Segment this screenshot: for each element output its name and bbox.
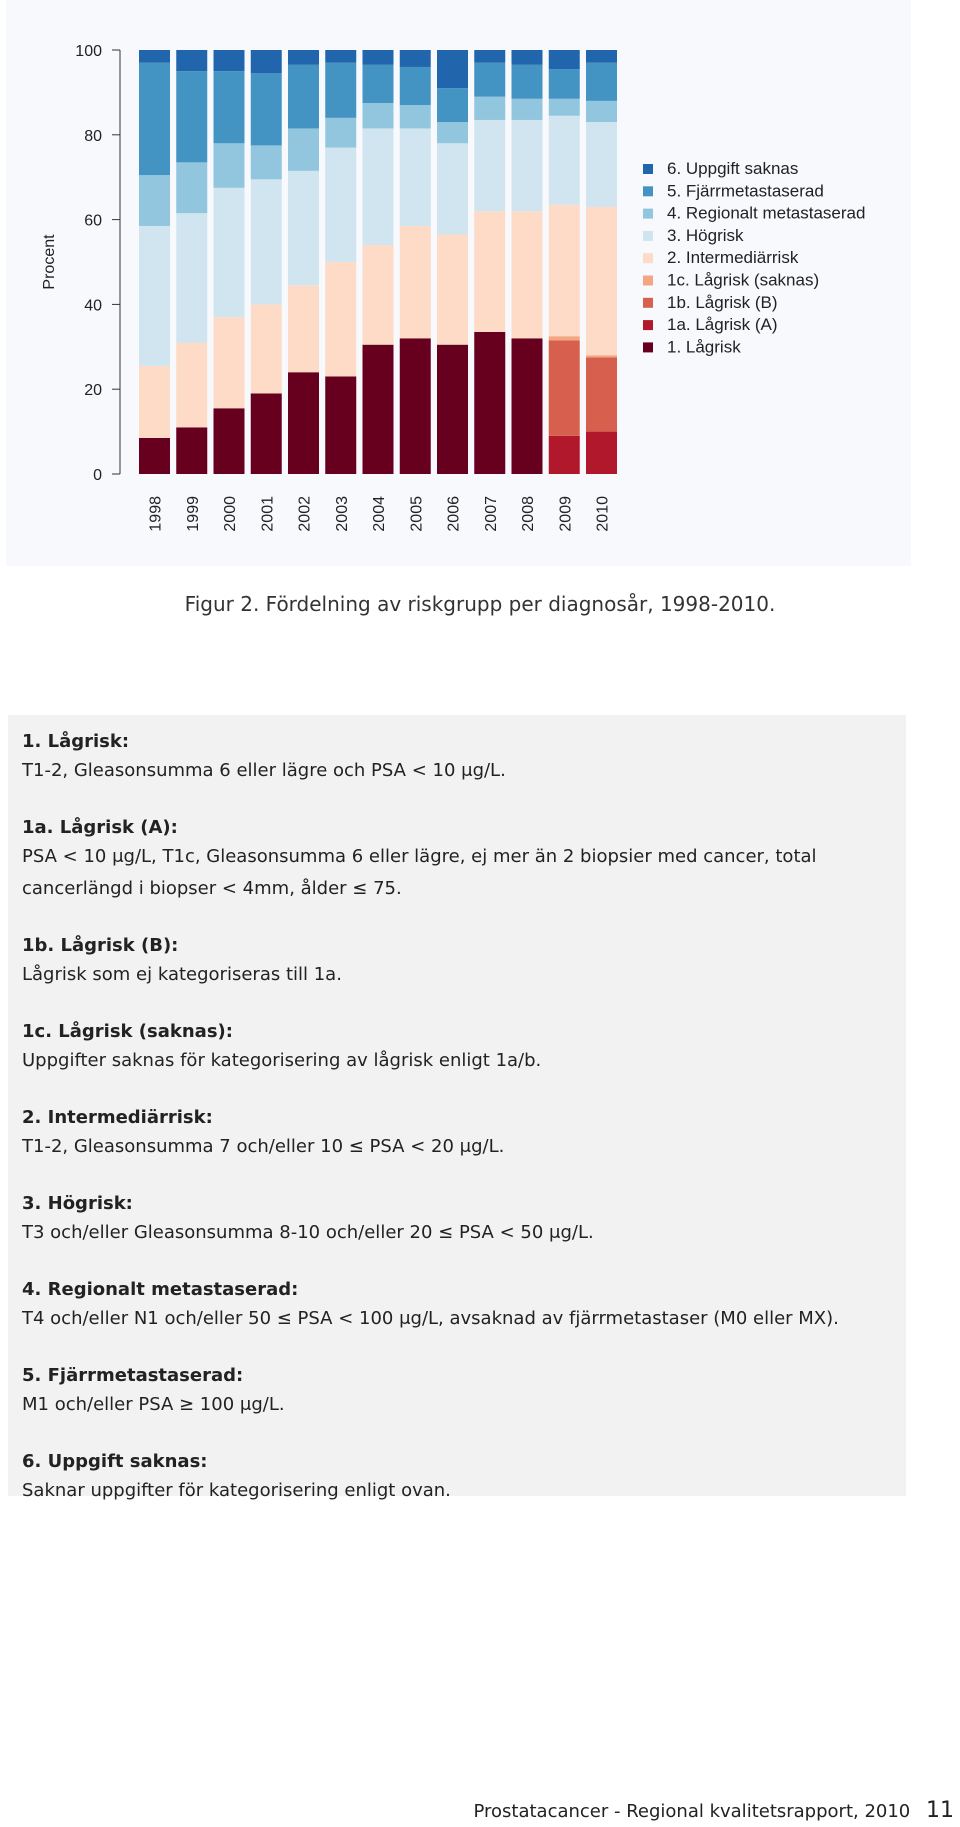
bar-segment	[437, 234, 468, 344]
definition-item	[22, 1449, 892, 1509]
bar-segment	[512, 338, 543, 474]
bar-segment	[363, 50, 394, 65]
x-tick-label: 2008	[520, 496, 537, 532]
definition-text: T1-2, Gleasonsumma 7 och/eller 10 ≤ PSA < 20 μg/L.	[22, 1136, 505, 1157]
x-tick-label: 2009	[557, 496, 575, 532]
bar-segment	[586, 50, 617, 63]
legend-swatch	[643, 231, 653, 241]
chart-panel	[6, 0, 911, 566]
x-tick-label: 2003	[333, 496, 351, 532]
legend-label: 6. Uppgift saknas	[667, 159, 799, 178]
bar-segment	[288, 65, 319, 129]
x-tick-label: 1999	[184, 496, 202, 532]
definition-title: 1. Lågrisk:	[22, 731, 130, 752]
legend-label: 1c. Lågrisk (saknas)	[667, 270, 820, 290]
bar-segment	[176, 427, 207, 474]
legend-swatch	[643, 320, 653, 330]
legend-label: 5. Fjärrmetastaserad	[667, 181, 824, 201]
bar-segment	[474, 211, 505, 332]
bar-segment	[176, 50, 207, 71]
bar-segment	[437, 122, 468, 143]
bar-segment	[363, 245, 394, 345]
bar-segment	[363, 65, 394, 103]
bar-segment	[586, 432, 617, 474]
y-tick-label: 80	[84, 127, 102, 145]
stacked-bar-chart	[6, 0, 911, 566]
bar-segment	[400, 338, 431, 474]
definition-title: 2. Intermediärrisk:	[22, 1107, 213, 1128]
definition-title: 1a. Lågrisk (A):	[22, 817, 178, 838]
bar-segment	[586, 101, 617, 122]
definition-text: T3 och/eller Gleasonsumma 8-10 och/eller 20 ≤ PSA < 50 μg/L.	[22, 1222, 594, 1243]
x-tick-label: 2001	[259, 496, 277, 532]
bar-segment	[251, 50, 282, 73]
legend-label: 1. Lågrisk	[667, 337, 741, 357]
bar-segment	[400, 226, 431, 338]
legend-swatch	[643, 276, 653, 286]
bar-segment	[549, 99, 580, 116]
bar-segment	[437, 345, 468, 474]
x-tick-label: 1998	[147, 496, 165, 532]
bar-segment	[251, 304, 282, 393]
bar-segment	[549, 205, 580, 336]
bar-segment	[139, 366, 170, 438]
definition-text: Lågrisk som ej kategoriseras till 1a.	[22, 964, 342, 985]
bar-segment	[214, 317, 245, 408]
definition-title: 5. Fjärrmetastaserad:	[22, 1365, 244, 1386]
bar-segment	[251, 393, 282, 474]
bar-segment	[139, 63, 170, 175]
definitions-box	[8, 715, 906, 1501]
bar-segment	[214, 143, 245, 188]
bar-segment	[400, 50, 431, 67]
definition-text: T1-2, Gleasonsumma 6 eller lägre och PSA < 10 μg/L.	[22, 760, 506, 781]
page-number: 11	[926, 1798, 954, 1823]
bar-segment	[251, 179, 282, 304]
definition-item	[22, 729, 892, 815]
legend-swatch	[643, 298, 653, 308]
definition-text: T4 och/eller N1 och/eller 50 ≤ PSA < 100 μg/L, avsaknad av fjärrmetastaser (M0 eller MX).	[22, 1308, 839, 1329]
bar-segment	[288, 50, 319, 65]
bar-segment	[474, 50, 505, 63]
bar-segment	[400, 105, 431, 128]
bar-segment	[512, 120, 543, 211]
bar-segment	[586, 122, 617, 207]
bar-segment	[549, 336, 580, 340]
bar-segment	[325, 148, 356, 262]
legend-label: 1b. Lågrisk (B)	[667, 292, 778, 312]
legend-label: 3. Högrisk	[667, 225, 744, 245]
x-tick-label: 2010	[594, 496, 612, 532]
legend-label: 2. Intermediärrisk	[667, 248, 799, 268]
definition-text: Saknar uppgifter för kategorisering enligt ovan.	[22, 1480, 451, 1501]
y-tick-label: 100	[75, 43, 102, 60]
bar-segment	[214, 188, 245, 317]
legend-swatch	[643, 253, 653, 263]
bar-segment	[363, 128, 394, 245]
bar-segment	[139, 50, 170, 63]
bar-segment	[214, 71, 245, 143]
bar-segment	[325, 63, 356, 118]
y-axis-label: Procent	[41, 234, 58, 290]
bar-segment	[586, 63, 617, 101]
definition-title: 1c. Lågrisk (saknas):	[22, 1021, 233, 1042]
x-tick-label: 2006	[445, 496, 463, 532]
bar-segment	[512, 211, 543, 338]
bar-segment	[549, 436, 580, 474]
bar-segment	[288, 372, 319, 474]
definition-text: PSA < 10 μg/L, T1c, Gleasonsumma 6 eller lägre, ej mer än 2 biopsier med cancer, total cancerlängd i biopser < 4mm, ålder ≤ 75.	[22, 846, 817, 899]
definition-item	[22, 815, 892, 933]
y-tick-label: 40	[84, 297, 102, 315]
bar-segment	[251, 145, 282, 179]
bar-segment	[400, 128, 431, 226]
definition-item	[22, 1277, 892, 1363]
bar-segment	[400, 67, 431, 105]
bar-segment	[176, 213, 207, 342]
x-tick-label: 2002	[296, 496, 314, 532]
bar-segment	[586, 355, 617, 357]
definition-text: M1 och/eller PSA ≥ 100 μg/L.	[22, 1394, 285, 1415]
x-tick-label: 2004	[371, 496, 388, 532]
bar-segment	[586, 207, 617, 355]
legend-label: 1a. Lågrisk (A)	[667, 315, 778, 335]
bar-segment	[549, 116, 580, 205]
bar-segment	[474, 97, 505, 120]
bar-segment	[474, 120, 505, 211]
bar-segment	[139, 226, 170, 366]
legend-swatch	[643, 342, 653, 352]
bar-segment	[176, 71, 207, 162]
bar-segment	[325, 50, 356, 63]
bar-segment	[251, 73, 282, 145]
bar-segment	[176, 162, 207, 213]
bar-segment	[549, 69, 580, 99]
x-tick-label: 2005	[408, 496, 426, 532]
page-footer	[473, 1798, 954, 1823]
y-tick-label: 60	[84, 212, 102, 230]
bar-segment	[139, 438, 170, 474]
bar-segment	[474, 332, 505, 474]
bar-segment	[325, 262, 356, 376]
figure-caption: Figur 2. Fördelning av riskgrupp per diagnosår, 1998-2010.	[184, 592, 776, 616]
bar-segment	[474, 63, 505, 97]
y-tick-label: 20	[84, 382, 102, 400]
bar-segment	[549, 340, 580, 435]
definition-text: Uppgifter saknas för kategorisering av lågrisk enligt 1a/b.	[22, 1050, 542, 1071]
definition-title: 4. Regionalt metastaserad:	[22, 1279, 299, 1300]
bar-segment	[437, 50, 468, 88]
legend-swatch	[643, 209, 653, 219]
bar-segment	[437, 143, 468, 234]
definition-item	[22, 1019, 892, 1105]
bar-segment	[214, 50, 245, 71]
bar-segment	[288, 285, 319, 372]
x-tick-label: 2000	[222, 496, 239, 532]
definition-title: 1b. Lågrisk (B):	[22, 935, 179, 956]
bar-segment	[512, 99, 543, 120]
footer-text: Prostatacancer - Regional kvalitetsrapport, 2010	[473, 1801, 911, 1822]
definition-item	[22, 1363, 892, 1449]
x-tick-label: 2007	[482, 496, 500, 532]
legend-swatch	[643, 186, 653, 196]
bar-segment	[512, 50, 543, 65]
bar-segment	[363, 103, 394, 128]
legend-swatch	[643, 164, 653, 174]
definition-title: 6. Uppgift saknas:	[22, 1451, 208, 1472]
legend-label: 4. Regionalt metastaserad	[667, 203, 866, 223]
bar-segment	[437, 88, 468, 122]
bar-segment	[363, 345, 394, 474]
bar-segment	[549, 50, 580, 69]
bar-segment	[176, 343, 207, 428]
definition-title: 3. Högrisk:	[22, 1193, 133, 1214]
y-tick-label: 0	[93, 467, 102, 484]
bar-segment	[288, 128, 319, 170]
bar-segment	[325, 376, 356, 474]
definition-item	[22, 1105, 892, 1191]
bar-segment	[325, 118, 356, 148]
bar-segment	[586, 357, 617, 431]
definition-item	[22, 933, 892, 1019]
bar-segment	[288, 171, 319, 285]
bar-segment	[139, 175, 170, 226]
bar-segment	[512, 65, 543, 99]
bar-segment	[214, 408, 245, 474]
definition-item	[22, 1191, 892, 1277]
